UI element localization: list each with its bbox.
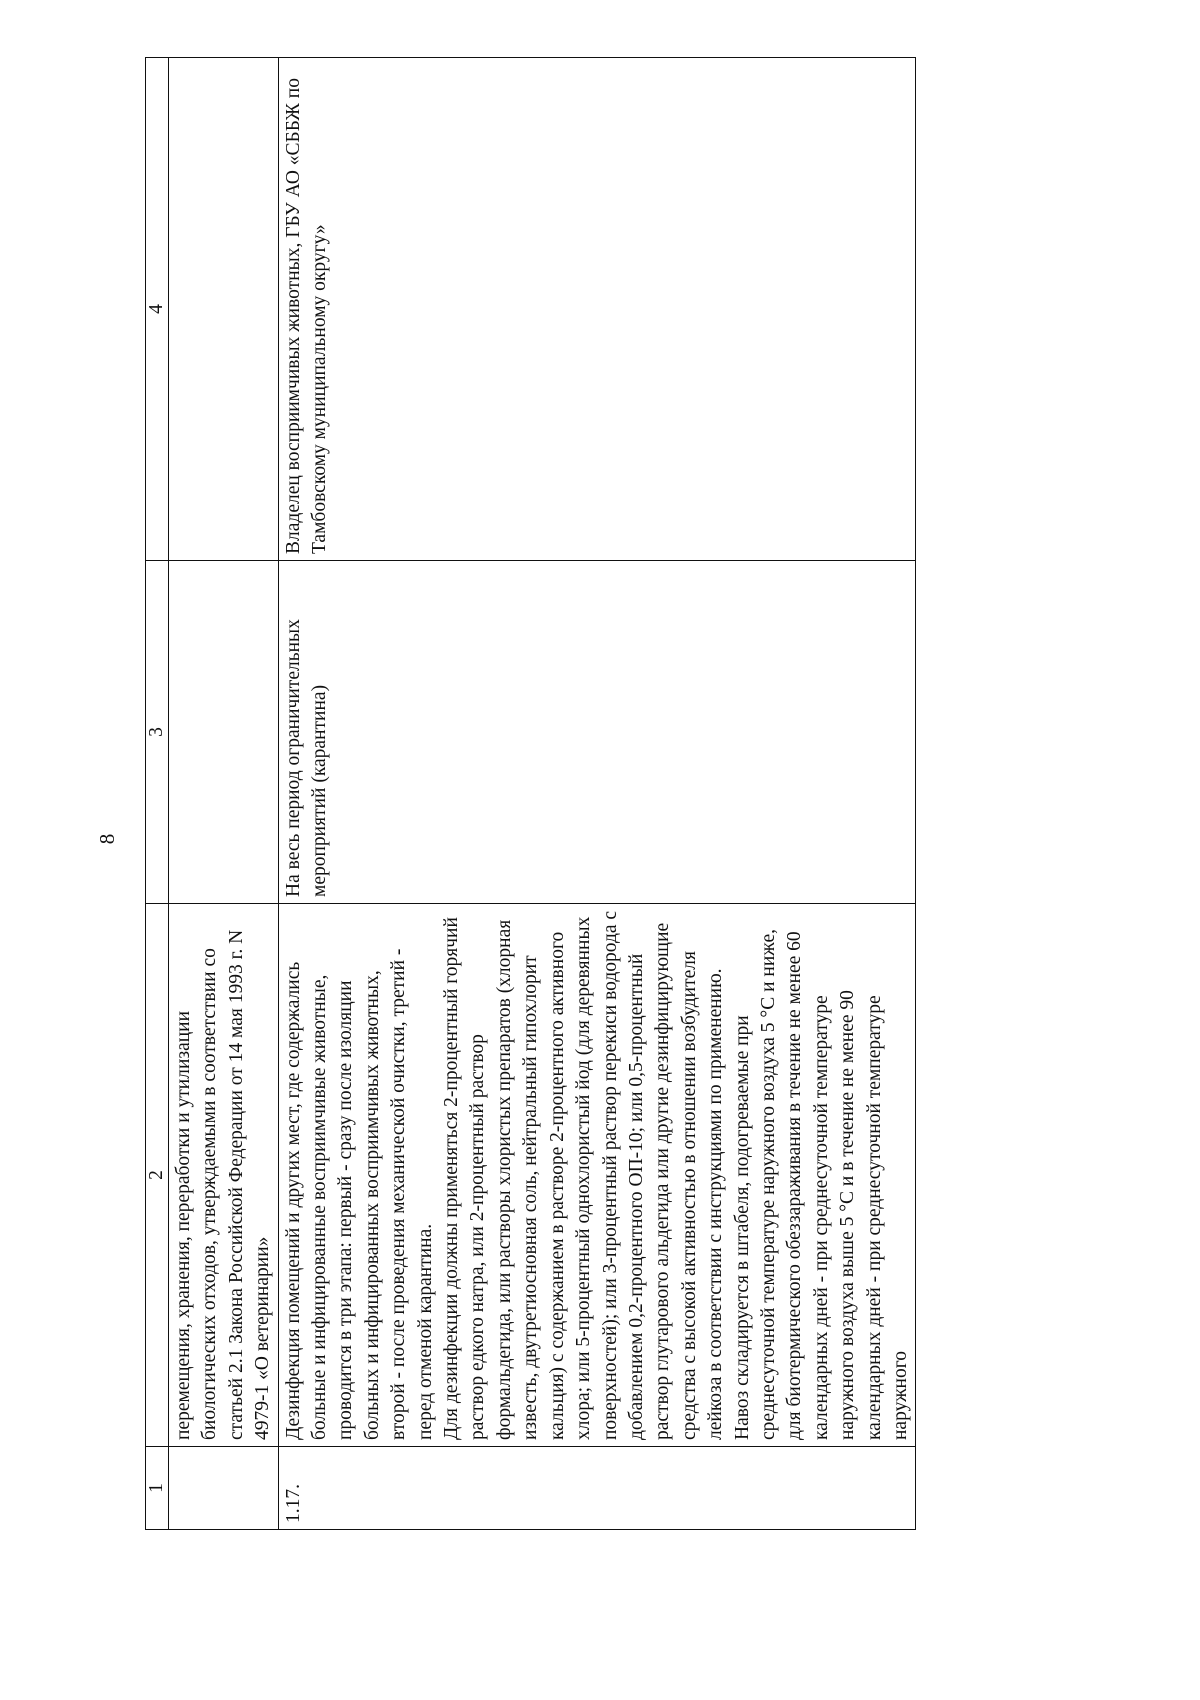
row-number-cell — [169, 1447, 279, 1530]
table-header-row — [146, 58, 169, 1530]
table-row — [169, 58, 279, 1530]
measure-text: перемещения, хранения, переработки и утилизации биологических отходов, утверждаемыми в соответствии со статьей 2.1 Закона Российской Федерации от 14 мая 1993 г. N 4979-1 «О ветеринарии» — [173, 929, 274, 1440]
column-header-4: 4 — [146, 58, 169, 561]
measure-text: Дезинфекция помещений и других мест, где содержались больные и инфицированные восприимчивые животные, проводится в три этапа: первый - сразу после изоляции больных и инфицированных восприимчивых животных, второй - после проведения механической очистки, третий - перед отменой карантина. Для дезинфекции должны применяться 2-процентный горячий раствор едкого натра, или 2-процентный раствор формальдегида, или растворы хлористых препаратов (хлорная известь, двутретиосновная соль, нейтральный гипохлорит кальция) с содержанием в растворе 2-процентного активного хлора; или 5-процентный однохлористый йод (для деревянных поверхностей); или 3-процентный раствор перекиси водорода с добавлением 0,2-процентного ОП-10; или 0,5-процентный раствор глутарового альдегида или другие дезинфицирующие средства с высокой активностью в отношении возбудителя лейкоза в соответствии с инструкциями по применению. Навоз складируется в штабеля, подогреваемые при среднесуточной температуре наружного воздуха 5 °С и ниже, для биотермического обеззараживания в течение не менее 60 календарных дней - при среднесуточной температуре наружного воздуха выше 5 °С и в течение не менее 90 календарных дней - при среднесуточной температуре наружного — [282, 910, 911, 1440]
column-header-3: 3 — [146, 561, 169, 904]
table-row — [278, 58, 916, 1530]
page-number: 8 — [95, 833, 119, 845]
row-number-cell: 1.17. — [278, 1447, 916, 1530]
measure-cell — [278, 904, 916, 1447]
measures-table — [145, 57, 916, 1530]
column-header-2: 2 — [146, 904, 169, 1447]
responsible-cell — [169, 58, 279, 561]
period-cell: На весь период ограничительных мероприятий (карантина) — [278, 561, 916, 904]
responsible-cell: Владелец восприимчивых животных, ГБУ АО «СББЖ по Тамбовскому муниципальному округу» — [278, 58, 916, 561]
period-cell — [169, 561, 279, 904]
measure-cell — [169, 904, 279, 1447]
table-frame — [145, 78, 1057, 1530]
column-header-1: 1 — [146, 1447, 169, 1530]
